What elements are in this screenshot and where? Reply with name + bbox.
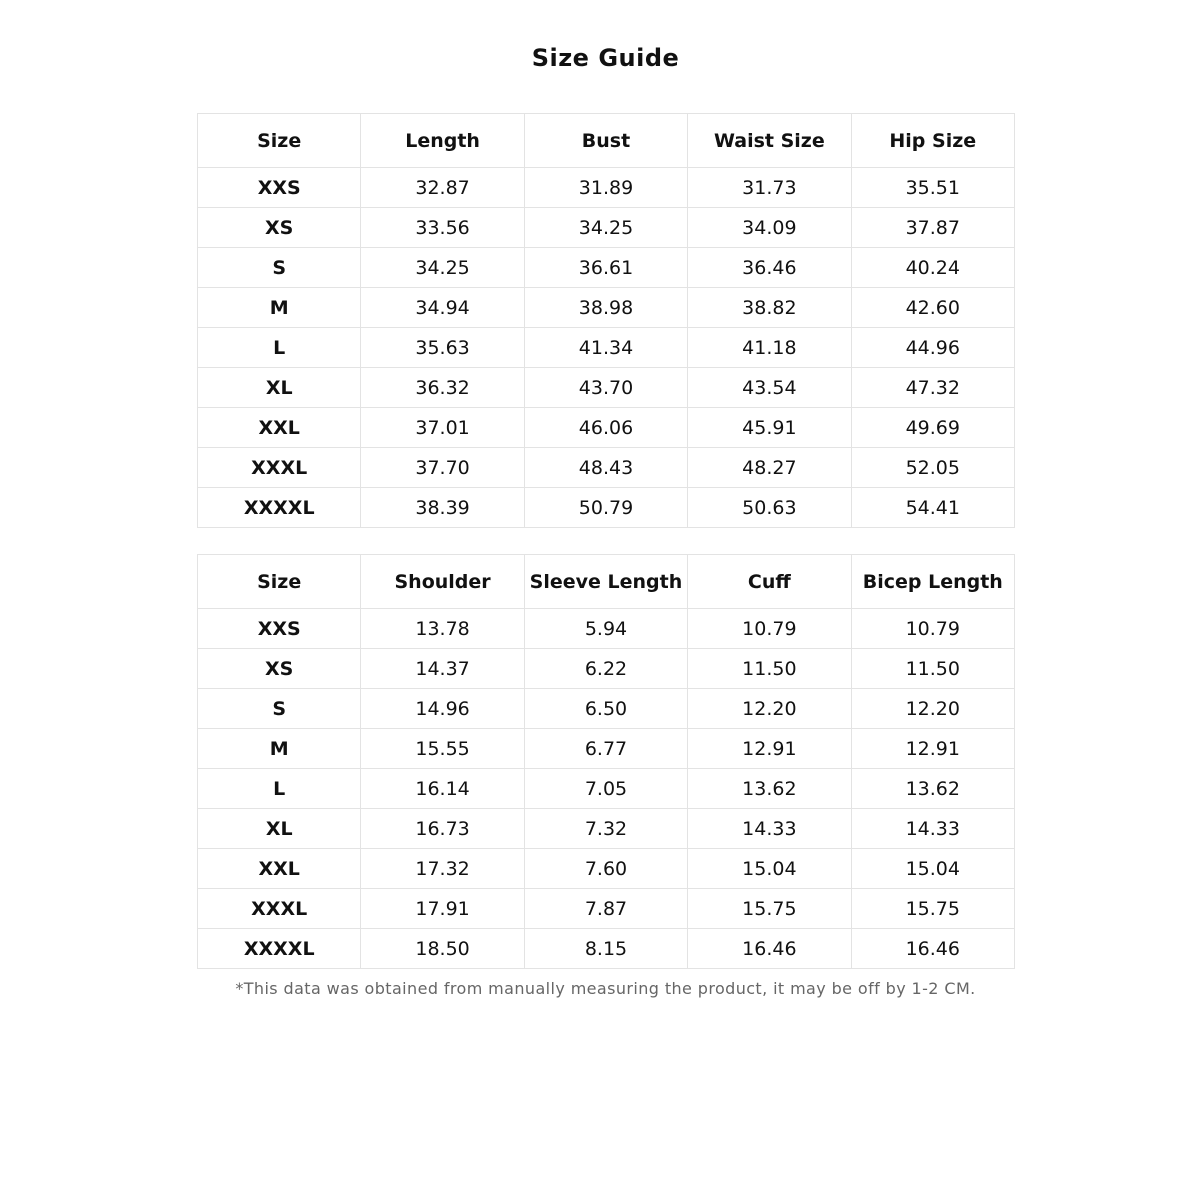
measurement-cell: 50.79 bbox=[524, 488, 687, 528]
measurement-cell: 31.89 bbox=[524, 168, 687, 208]
measurement-cell: 14.96 bbox=[361, 689, 524, 729]
size-label-cell: XXL bbox=[198, 849, 361, 889]
size-label-cell: XXS bbox=[198, 609, 361, 649]
table-row bbox=[198, 368, 1015, 408]
size-label-cell: XL bbox=[198, 368, 361, 408]
measurement-cell: 35.51 bbox=[851, 168, 1014, 208]
measurement-cell: 15.04 bbox=[851, 849, 1014, 889]
measurement-cell: 38.98 bbox=[524, 288, 687, 328]
measurement-cell: 12.91 bbox=[688, 729, 851, 769]
measurement-cell: 17.91 bbox=[361, 889, 524, 929]
size-label-cell: XXS bbox=[198, 168, 361, 208]
size-label-cell: M bbox=[198, 729, 361, 769]
measurement-cell: 7.05 bbox=[524, 769, 687, 809]
measurement-cell: 16.46 bbox=[688, 929, 851, 969]
measurement-cell: 54.41 bbox=[851, 488, 1014, 528]
column-header: Length bbox=[361, 114, 524, 168]
table-row bbox=[198, 689, 1015, 729]
measurement-cell: 48.43 bbox=[524, 448, 687, 488]
column-header: Size bbox=[198, 555, 361, 609]
measurement-cell: 6.77 bbox=[524, 729, 687, 769]
column-header: Shoulder bbox=[361, 555, 524, 609]
size-label-cell: XXXXL bbox=[198, 929, 361, 969]
table-row bbox=[198, 288, 1015, 328]
measurement-cell: 32.87 bbox=[361, 168, 524, 208]
measurement-cell: 12.20 bbox=[688, 689, 851, 729]
table-row bbox=[198, 609, 1015, 649]
size-label-cell: L bbox=[198, 769, 361, 809]
column-header: Waist Size bbox=[688, 114, 851, 168]
size-label-cell: XXXL bbox=[198, 889, 361, 929]
size-label-cell: S bbox=[198, 689, 361, 729]
column-header: Sleeve Length bbox=[524, 555, 687, 609]
measurement-cell: 15.75 bbox=[688, 889, 851, 929]
measurement-cell: 14.37 bbox=[361, 649, 524, 689]
size-label-cell: XL bbox=[198, 809, 361, 849]
measurement-cell: 15.55 bbox=[361, 729, 524, 769]
size-label-cell: XXL bbox=[198, 408, 361, 448]
column-header: Hip Size bbox=[851, 114, 1014, 168]
measurement-cell: 7.32 bbox=[524, 809, 687, 849]
size-label-cell: S bbox=[198, 248, 361, 288]
measurement-cell: 34.25 bbox=[524, 208, 687, 248]
measurement-cell: 44.96 bbox=[851, 328, 1014, 368]
measurement-cell: 17.32 bbox=[361, 849, 524, 889]
page-title: Size Guide bbox=[531, 44, 680, 72]
table-row bbox=[198, 248, 1015, 288]
measurement-cell: 6.22 bbox=[524, 649, 687, 689]
measurement-cell: 15.75 bbox=[851, 889, 1014, 929]
table-row bbox=[198, 208, 1015, 248]
size-label-cell: L bbox=[198, 328, 361, 368]
measurement-cell: 13.78 bbox=[361, 609, 524, 649]
measurement-cell: 12.20 bbox=[851, 689, 1014, 729]
measurement-cell: 35.63 bbox=[361, 328, 524, 368]
measurement-disclaimer: *This data was obtained from manually measuring the product, it may be off by 1-2 CM. bbox=[235, 979, 976, 998]
measurement-cell: 5.94 bbox=[524, 609, 687, 649]
table-row bbox=[198, 929, 1015, 969]
table-row bbox=[198, 448, 1015, 488]
table-row bbox=[198, 649, 1015, 689]
measurement-cell: 34.25 bbox=[361, 248, 524, 288]
table-header-row bbox=[198, 555, 1015, 609]
sleeve-measurements-table bbox=[197, 554, 1015, 969]
measurement-cell: 47.32 bbox=[851, 368, 1014, 408]
table-row bbox=[198, 769, 1015, 809]
measurement-cell: 38.82 bbox=[688, 288, 851, 328]
table-header-row bbox=[198, 114, 1015, 168]
measurement-cell: 49.69 bbox=[851, 408, 1014, 448]
measurement-cell: 34.94 bbox=[361, 288, 524, 328]
table-row bbox=[198, 849, 1015, 889]
measurement-cell: 34.09 bbox=[688, 208, 851, 248]
measurement-cell: 41.34 bbox=[524, 328, 687, 368]
table-row bbox=[198, 488, 1015, 528]
measurement-cell: 10.79 bbox=[851, 609, 1014, 649]
measurement-cell: 13.62 bbox=[851, 769, 1014, 809]
measurement-cell: 48.27 bbox=[688, 448, 851, 488]
measurement-cell: 12.91 bbox=[851, 729, 1014, 769]
measurement-cell: 36.32 bbox=[361, 368, 524, 408]
measurement-cell: 14.33 bbox=[851, 809, 1014, 849]
measurement-cell: 36.46 bbox=[688, 248, 851, 288]
measurement-cell: 38.39 bbox=[361, 488, 524, 528]
table-row bbox=[198, 168, 1015, 208]
measurement-cell: 16.14 bbox=[361, 769, 524, 809]
size-label-cell: M bbox=[198, 288, 361, 328]
measurement-cell: 7.87 bbox=[524, 889, 687, 929]
measurement-cell: 42.60 bbox=[851, 288, 1014, 328]
measurement-cell: 11.50 bbox=[688, 649, 851, 689]
measurement-cell: 10.79 bbox=[688, 609, 851, 649]
table-row bbox=[198, 328, 1015, 368]
measurement-cell: 16.73 bbox=[361, 809, 524, 849]
measurement-cell: 8.15 bbox=[524, 929, 687, 969]
measurement-cell: 43.54 bbox=[688, 368, 851, 408]
measurement-cell: 46.06 bbox=[524, 408, 687, 448]
measurement-cell: 50.63 bbox=[688, 488, 851, 528]
column-header: Size bbox=[198, 114, 361, 168]
measurement-cell: 7.60 bbox=[524, 849, 687, 889]
table-row bbox=[198, 408, 1015, 448]
table-row bbox=[198, 889, 1015, 929]
measurement-cell: 18.50 bbox=[361, 929, 524, 969]
size-label-cell: XS bbox=[198, 208, 361, 248]
measurement-cell: 15.04 bbox=[688, 849, 851, 889]
measurement-cell: 14.33 bbox=[688, 809, 851, 849]
table-row bbox=[198, 729, 1015, 769]
measurement-cell: 36.61 bbox=[524, 248, 687, 288]
body-measurements-table bbox=[197, 113, 1015, 528]
measurement-cell: 52.05 bbox=[851, 448, 1014, 488]
measurement-cell: 37.70 bbox=[361, 448, 524, 488]
measurement-cell: 33.56 bbox=[361, 208, 524, 248]
measurement-cell: 6.50 bbox=[524, 689, 687, 729]
measurement-cell: 16.46 bbox=[851, 929, 1014, 969]
measurement-cell: 11.50 bbox=[851, 649, 1014, 689]
measurement-cell: 31.73 bbox=[688, 168, 851, 208]
column-header: Cuff bbox=[688, 555, 851, 609]
measurement-cell: 43.70 bbox=[524, 368, 687, 408]
measurement-cell: 37.01 bbox=[361, 408, 524, 448]
column-header: Bicep Length bbox=[851, 555, 1014, 609]
measurement-cell: 13.62 bbox=[688, 769, 851, 809]
measurement-cell: 40.24 bbox=[851, 248, 1014, 288]
measurement-cell: 45.91 bbox=[688, 408, 851, 448]
size-label-cell: XS bbox=[198, 649, 361, 689]
column-header: Bust bbox=[524, 114, 687, 168]
measurement-cell: 41.18 bbox=[688, 328, 851, 368]
size-label-cell: XXXXL bbox=[198, 488, 361, 528]
measurement-cell: 37.87 bbox=[851, 208, 1014, 248]
table-row bbox=[198, 809, 1015, 849]
size-label-cell: XXXL bbox=[198, 448, 361, 488]
